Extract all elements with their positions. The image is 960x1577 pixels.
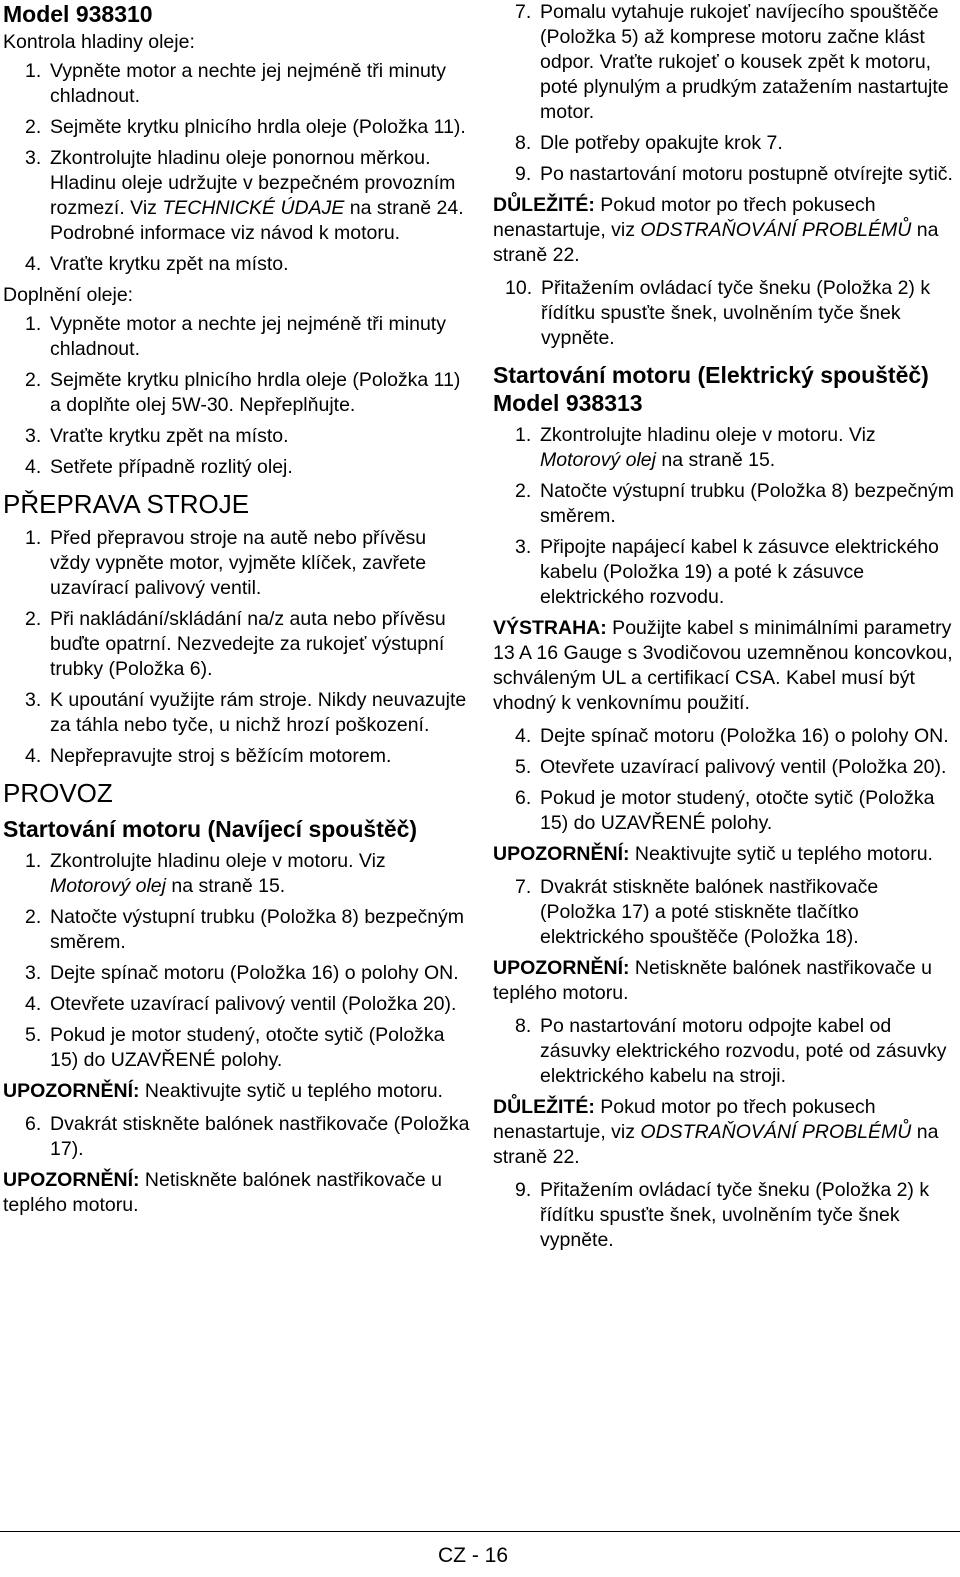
electric-step-1 xyxy=(493,423,955,473)
list-item xyxy=(493,1178,955,1253)
list-item xyxy=(493,875,955,950)
step-number: 9. xyxy=(515,163,532,185)
step-text: Sejměte krytku plnicího hrdla oleje (Položka 11). xyxy=(50,116,466,138)
list-item xyxy=(3,115,471,140)
list-item xyxy=(493,0,955,125)
list-item xyxy=(3,252,471,277)
recoil-list-c xyxy=(493,0,955,187)
step-number: 8. xyxy=(515,1015,532,1037)
step-text-b: na straně 24. Podrobné informace viz návod k motoru. xyxy=(50,197,464,244)
step-text: Otevřete uzavírací palivový ventil (Položka 20). xyxy=(540,756,947,778)
right-column xyxy=(493,0,955,1259)
ref-engine-oil: Motorový olej xyxy=(50,875,166,897)
step-text: Před přepravou stroje na autě nebo přívěsu vždy vypněte motor, vyjměte klíček, zavřete uzavírací palivový ventil. xyxy=(50,527,427,599)
step-number: 2. xyxy=(25,906,42,928)
electric-list-d xyxy=(493,1014,955,1089)
step-number: 10. xyxy=(505,277,533,299)
list-item xyxy=(3,312,471,362)
notice-primer xyxy=(3,1168,471,1218)
warning-cable xyxy=(493,616,955,716)
step-number: 2. xyxy=(25,116,42,138)
step-text: Po nastartování motoru odpojte kabel od zásuvky elektrického rozvodu, poté od zásuvky elektrického kabelu na stroji. xyxy=(540,1015,947,1087)
list-item xyxy=(3,961,471,986)
ref-engine-oil: Motorový olej xyxy=(540,449,656,471)
step-number: 3. xyxy=(25,962,42,984)
step-number: 4. xyxy=(25,253,42,275)
notice-choke xyxy=(3,1079,471,1104)
important-text-b: na straně 22. xyxy=(493,219,939,266)
electric-list-c xyxy=(493,875,955,950)
list-item xyxy=(493,131,955,156)
notice-primer-electric xyxy=(493,956,955,1006)
recoil-list-a xyxy=(3,905,471,1073)
list-item xyxy=(3,1112,471,1162)
step-number: 5. xyxy=(25,1024,42,1046)
step-text: Při nakládání/skládání na/z auta nebo přívěsu buďte opatrní. Nezvedejte za rukojeť výstupní trubky (Položka 6). xyxy=(50,608,446,680)
step-text: Přitažením ovládací tyče šneku (Položka 2) k řídítku spusťte šnek, uvolněním tyče šnek vypněte. xyxy=(540,1179,930,1251)
notice-key: UPOZORNĚNÍ: xyxy=(493,957,630,979)
step-number: 7. xyxy=(515,1,532,23)
step-number: 4. xyxy=(25,456,42,478)
oil-fill-label: Doplnění oleje: xyxy=(3,284,134,306)
page-number: CZ - 16 xyxy=(438,1544,509,1567)
list-item xyxy=(3,455,471,480)
step-text: Natočte výstupní trubku (Položka 8) bezpečným směrem. xyxy=(540,480,955,527)
ref-troubleshooting: ODSTRAŇOVÁNÍ PROBLÉMŮ xyxy=(640,1121,912,1143)
list-item xyxy=(3,607,471,682)
step-text: K upoutání využijte rám stroje. Nikdy neuvazujte za táhla nebo tyče, u nichž hrozí poškození. xyxy=(50,689,467,736)
recoil-start-heading: Startování motoru (Navíjecí spouštěč) xyxy=(3,816,418,842)
notice-text: Netiskněte balónek nastřikovače u teplého motoru. xyxy=(3,1169,442,1216)
transport-list xyxy=(3,526,471,769)
step-number: 8. xyxy=(515,132,532,154)
ref-technical-data: TECHNICKÉ ÚDAJE xyxy=(162,197,345,219)
electric-model-heading: Model 938313 xyxy=(493,390,643,416)
step-text-a: Zkontrolujte hladinu oleje ponornou měrkou. Hladinu oleje udržujte v bezpečném provozním rozmezí. Viz xyxy=(50,147,456,219)
step-number: 5. xyxy=(515,756,532,778)
important-key: DŮLEŽITÉ: xyxy=(493,1096,595,1118)
step-text: Dejte spínač motoru (Položka 16) o polohy ON. xyxy=(50,962,459,984)
recoil-list-b xyxy=(3,1112,471,1162)
notice-key: UPOZORNĚNÍ: xyxy=(493,843,630,865)
step-text: Setřete případně rozlitý olej. xyxy=(50,456,293,478)
electric-list-a xyxy=(493,479,955,610)
step-text: Dejte spínač motoru (Položka 16) o polohy ON. xyxy=(540,725,949,747)
step-text: Vypněte motor a nechte jej nejméně tři minuty chladnout. xyxy=(50,313,446,360)
step-number: 2. xyxy=(25,369,42,391)
notice-text: Netiskněte balónek nastřikovače u teplého motoru. xyxy=(493,957,932,1004)
notice-text: Neaktivujte sytič u teplého motoru. xyxy=(629,843,933,865)
warning-text-b: 13 A 16 Gauge s 3vodičovou uzemněnou koncovkou, schváleným UL a certifikací CSA. Kabel musí být vhodný k venkovnímu použití. xyxy=(493,642,953,714)
warning-key: VÝSTRAHA: xyxy=(493,617,607,639)
step-number: 4. xyxy=(515,725,532,747)
electric-list-b xyxy=(493,724,955,836)
list-item xyxy=(3,688,471,738)
step-text: Pokud je motor studený, otočte sytič (Položka 15) do UZAVŘENÉ polohy. xyxy=(50,1024,445,1071)
list-item xyxy=(493,162,955,187)
important-text-a: Pokud motor po třech pokusech nenastartuje, viz xyxy=(493,1096,876,1143)
step-number: 1. xyxy=(25,527,42,549)
list-item xyxy=(3,368,471,418)
oil-check-step-3 xyxy=(3,146,471,246)
oil-check-label: Kontrola hladiny oleje: xyxy=(3,31,195,53)
step-number: 6. xyxy=(25,1113,42,1135)
step-number: 9. xyxy=(515,1179,532,1201)
step-text: Natočte výstupní trubku (Položka 8) bezpečným směrem. xyxy=(50,906,465,953)
step-text: Přitažením ovládací tyče šneku (Položka 2) k řídítku spusťte šnek, uvolněním tyče šnek vypněte. xyxy=(541,277,931,349)
step-text xyxy=(50,849,471,899)
notice-key: UPOZORNĚNÍ: xyxy=(3,1169,140,1191)
step-text: Po nastartování motoru postupně otvírejte sytič. xyxy=(540,163,953,185)
electric-list-e xyxy=(493,1178,955,1253)
list-item xyxy=(3,905,471,955)
notice-text: Neaktivujte sytič u teplého motoru. xyxy=(139,1080,443,1102)
list-item xyxy=(493,755,955,780)
step-text: Vraťte krytku zpět na místo. xyxy=(50,253,289,275)
list-item xyxy=(3,744,471,769)
step-number: 1. xyxy=(25,60,42,82)
oil-check-list xyxy=(3,59,471,277)
step-text: Pokud je motor studený, otočte sytič (Položka 15) do UZAVŘENÉ polohy. xyxy=(540,787,935,834)
step-text: Pomalu vytahuje rukojeť navíjecího spouštěče (Položka 5) až komprese motoru začne klást odpor. Vraťte rukojeť o kousek zpět k motoru, poté plynulým a prudkým zatažením nastartujte motor. xyxy=(540,1,949,123)
step-number: 2. xyxy=(515,480,532,502)
list-item xyxy=(493,479,955,529)
step-number: 1. xyxy=(25,313,42,335)
step-number: 1. xyxy=(515,424,532,446)
step-text-a: Zkontrolujte hladinu oleje v motoru. Viz xyxy=(50,850,386,872)
step-text-a: Zkontrolujte hladinu oleje v motoru. Viz xyxy=(540,424,876,446)
step-number: 3. xyxy=(25,147,42,169)
step-text: Sejměte krytku plnicího hrdla oleje (Položka 11) a doplňte olej 5W-30. Nepřeplňujte. xyxy=(50,369,461,416)
model-title: Model 938310 xyxy=(3,1,153,27)
step-number: 3. xyxy=(25,425,42,447)
step-number: 3. xyxy=(25,689,42,711)
recoil-step-1 xyxy=(3,849,471,899)
list-item xyxy=(3,992,471,1017)
important-text-a: Pokud motor po třech pokusech nenastartuje, viz xyxy=(493,194,876,241)
step-text-b: na straně 15. xyxy=(165,875,286,897)
important-troubleshoot-2 xyxy=(493,1095,955,1170)
step-text xyxy=(540,423,955,473)
step-text: Nepřepravujte stroj s běžícím motorem. xyxy=(50,745,392,767)
recoil-step-10 xyxy=(493,276,955,351)
notice-choke-electric xyxy=(493,842,955,867)
step-text: Dvakrát stiskněte balónek nastřikovače (Položka 17) a poté stiskněte tlačítko elektrického spouštěče (Položka 18). xyxy=(540,876,879,948)
list-item xyxy=(3,424,471,449)
list-item xyxy=(3,59,471,109)
electric-start-heading: Startování motoru (Elektrický spouštěč) xyxy=(493,362,929,388)
important-troubleshoot-1 xyxy=(493,193,955,268)
ref-troubleshooting: ODSTRAŇOVÁNÍ PROBLÉMŮ xyxy=(640,219,912,241)
warning-text-a: Použijte kabel s minimálními parametry xyxy=(606,617,952,639)
list-item xyxy=(493,535,955,610)
step-number: 7. xyxy=(515,876,532,898)
step-text: Dvakrát stiskněte balónek nastřikovače (Položka 17). xyxy=(50,1113,470,1160)
oil-fill-list xyxy=(3,312,471,480)
step-number: 2. xyxy=(25,608,42,630)
important-text-b: na straně 22. xyxy=(493,1121,939,1168)
list-item xyxy=(3,1023,471,1073)
step-number: 4. xyxy=(25,993,42,1015)
notice-key: UPOZORNĚNÍ: xyxy=(3,1080,140,1102)
step-text: Otevřete uzavírací palivový ventil (Položka 20). xyxy=(50,993,457,1015)
page-footer xyxy=(0,1531,960,1577)
important-key: DŮLEŽITÉ: xyxy=(493,194,595,216)
operation-heading: PROVOZ xyxy=(3,778,113,808)
step-text xyxy=(50,146,471,246)
step-text: Připojte napájecí kabel k zásuvce elektrického kabelu (Položka 19) a poté k zásuvce elektrického rozvodu. xyxy=(540,536,939,608)
step-number: 6. xyxy=(515,787,532,809)
step-number: 1. xyxy=(25,850,42,872)
list-item xyxy=(493,1014,955,1089)
list-item xyxy=(493,724,955,749)
left-column xyxy=(3,0,471,1226)
step-text: Vypněte motor a nechte jej nejméně tři minuty chladnout. xyxy=(50,60,446,107)
list-item xyxy=(493,786,955,836)
step-text: Vraťte krytku zpět na místo. xyxy=(50,425,289,447)
step-number: 3. xyxy=(515,536,532,558)
step-number: 4. xyxy=(25,745,42,767)
transport-heading: PŘEPRAVA STROJE xyxy=(3,489,250,519)
list-item xyxy=(3,526,471,601)
step-text-b: na straně 15. xyxy=(655,449,776,471)
step-text: Dle potřeby opakujte krok 7. xyxy=(540,132,783,154)
